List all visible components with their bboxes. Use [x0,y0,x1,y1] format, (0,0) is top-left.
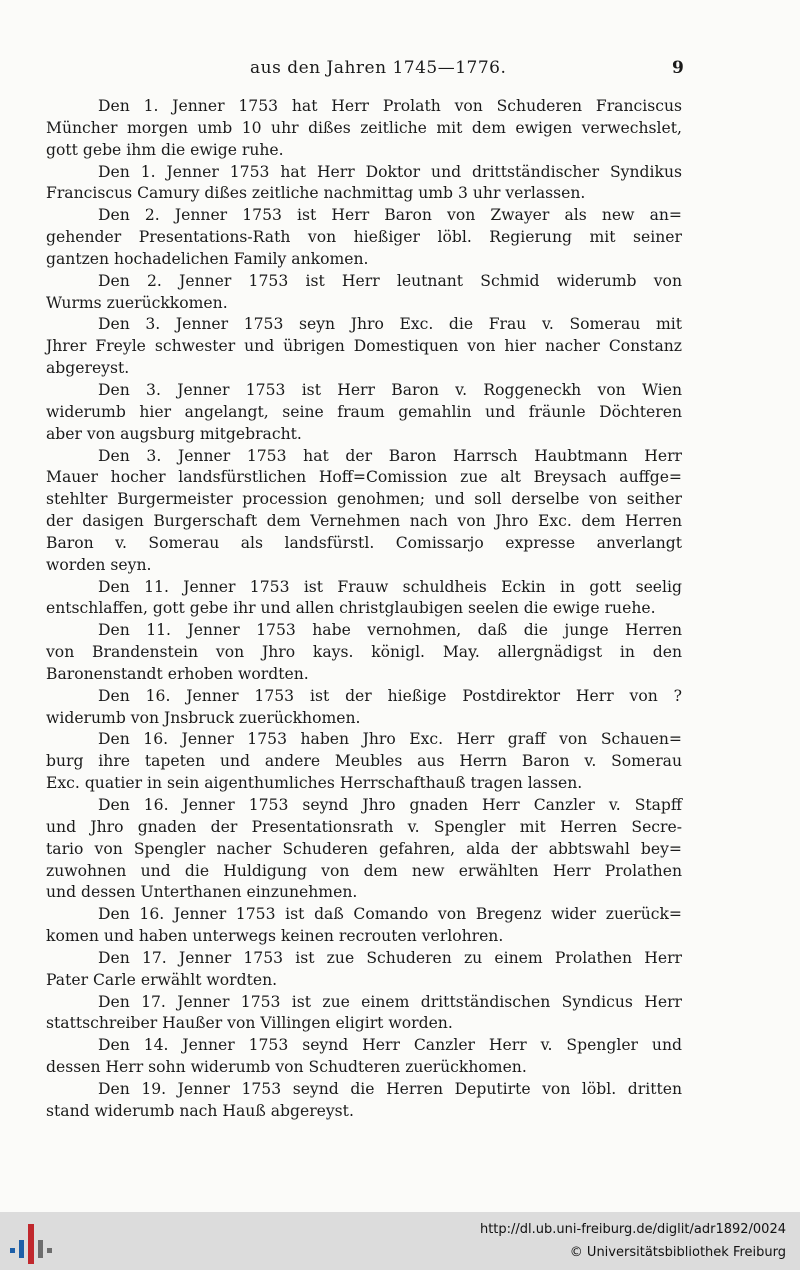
text-line: Wurms zuerückkomen. [46,293,228,312]
text-line: Exc. quatier in sein aigenthumliches Herrschafthauß tragen lassen. [46,774,583,793]
text-line: Den 1. Jenner 1753 hat Herr Doktor und drittständischer Syndikus [98,162,682,181]
text-line: der dasigen Burgerschaft dem Vernehmen nach von Jhro Exc. dem Herren [46,512,682,531]
entry-paragraph [46,1035,682,1079]
entry-paragraph [46,96,682,162]
text-line: stand widerumb nach Hauß abgereyst. [46,1101,354,1120]
text-line: Den 16. Jenner 1753 ist der hießige Postdirektor Herr von ? [98,686,682,705]
text-line: Den 3. Jenner 1753 hat der Baron Harrsch Haubtmann Herr [98,446,682,465]
entry-paragraph [46,380,682,446]
entry-paragraph [46,904,682,948]
text-line: und dessen Unterthanen einzunehmen. [46,883,358,902]
text-line: gehender Presentations-Rath von hießiger löbl. Regierung mit seiner [46,228,682,247]
text-line: komen und haben unterwegs keinen recrouten verlohren. [46,927,504,946]
text-line: widerumb von Jnsbruck zuerückhomen. [46,708,361,727]
text-line: Den 11. Jenner 1753 ist Frauw schuldheis Eckin in gott seelig [98,577,682,596]
entry-paragraph [46,162,682,206]
entry-paragraph [46,620,682,686]
body-text [46,96,682,1123]
text-line: Baron v. Somerau als landsfürstl. Comissarjo expresse anverlangt [46,533,682,552]
entry-paragraph [46,729,682,795]
entry-paragraph [46,686,682,730]
entry-paragraph [46,271,682,315]
text-line: stehlter Burgermeister procession genohmen; und soll derselbe von seither [46,490,682,509]
text-line: Pater Carle erwählt wordten. [46,970,278,989]
text-line: worden seyn. [46,555,152,574]
entry-paragraph [46,446,682,577]
page-header [0,58,800,84]
entry-paragraph [46,1079,682,1123]
text-line: dessen Herr sohn widerumb von Schudteren zuerückhomen. [46,1058,527,1077]
text-line: gott gebe ihm die ewige ruhe. [46,140,284,159]
text-line: Den 17. Jenner 1753 ist zue einem drittständischen Syndicus Herr [98,992,682,1011]
text-line: Franciscus Camury dißes zeitliche nachmittag umb 3 uhr verlassen. [46,184,586,203]
text-line: gantzen hochadelichen Family ankomen. [46,249,369,268]
entry-paragraph [46,577,682,621]
copyright-notice: © Universitätsbibliothek Freiburg [569,1245,786,1260]
text-line: Den 2. Jenner 1753 ist Herr leutnant Schmid widerumb von [98,271,682,290]
text-line: Den 3. Jenner 1753 ist Herr Baron v. Roggeneckh von Wien [98,380,682,399]
text-line: Den 1. Jenner 1753 hat Herr Prolath von Schuderen Franciscus [98,97,682,115]
entry-paragraph [46,314,682,380]
text-line: Den 11. Jenner 1753 habe vernohmen, daß die junge Herren [98,621,682,640]
text-line: abgereyst. [46,359,130,378]
text-line: Den 14. Jenner 1753 seynd Herr Canzler Herr v. Spengler und [98,1036,682,1055]
text-line: stattschreiber Haußer von Villingen eligirt worden. [46,1014,453,1033]
text-line: Müncher morgen umb 10 uhr dißes zeitliche mit dem ewigen verwechslet, [46,118,682,137]
text-line: Jhrer Freyle schwester und übrigen Domestiquen von hier nacher Constanz [46,337,682,356]
text-line: Den 16. Jenner 1753 seynd Jhro gnaden Herr Canzler v. Stapff [98,796,682,814]
entry-paragraph [46,992,682,1036]
text-line: Den 3. Jenner 1753 seyn Jhro Exc. die Frau v. Somerau mit [98,315,682,334]
text-line: Den 16. Jenner 1753 ist daß Comando von Bregenz wider zuerück= [98,905,682,924]
page-number: 9 [672,58,684,78]
ub-freiburg-logo-icon[interactable] [10,1224,54,1264]
text-line: von Brandenstein von Jhro kays. königl. May. allergnädigst in den [46,643,682,662]
text-line: Den 19. Jenner 1753 seynd die Herren Deputirte von löbl. dritten [98,1079,682,1098]
text-line: und Jhro gnaden der Presentationsrath v. Spengler mit Herren Secre- [46,817,682,836]
running-title: aus den Jahren 1745—1776. [250,58,507,78]
entry-paragraph [46,205,682,271]
entry-paragraph [46,795,682,904]
text-line: aber von augsburg mitgebracht. [46,424,302,443]
source-url-link[interactable]: http://dl.ub.uni-freiburg.de/diglit/adr1892/0024 [479,1222,786,1237]
text-line: Den 16. Jenner 1753 haben Jhro Exc. Herr graff von Schauen= [98,730,682,749]
text-line: Mauer hocher landsfürstlichen Hoff=Comission zue alt Breysach auffge= [46,468,682,487]
text-line: zuwohnen und die Huldigung von dem new erwählten Herr Prolathen [46,861,682,880]
text-line: widerumb hier angelangt, seine fraum gemahlin und fräunle Döchteren [46,402,682,421]
text-line: Den 2. Jenner 1753 ist Herr Baron von Zwayer als new an= [98,206,682,225]
footer-bar [0,1212,800,1270]
text-line: burg ihre tapeten und andere Meubles aus Herrn Baron v. Somerau [46,752,682,771]
text-line: Baronenstandt erhoben wordten. [46,664,309,683]
text-line: tario von Spengler nacher Schuderen gefahren, alda der abbtswahl bey= [46,839,682,858]
text-line: entschlaffen, gott gebe ihr und allen christglaubigen seelen die ewige ruehe. [46,599,656,618]
text-line: Den 17. Jenner 1753 ist zue Schuderen zu einem Prolathen Herr [98,948,682,967]
entry-paragraph [46,948,682,992]
